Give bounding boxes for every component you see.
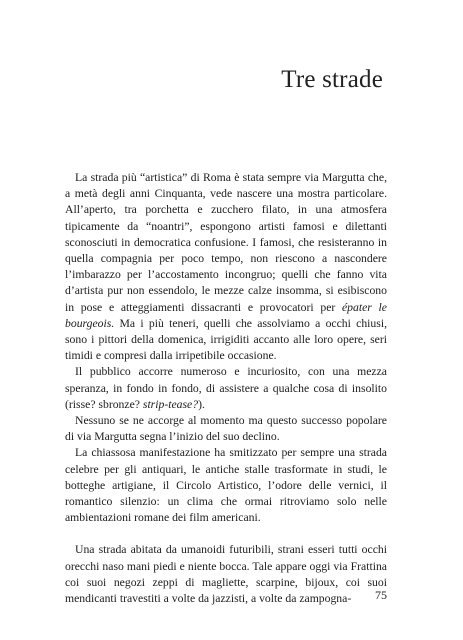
paragraph bbox=[65, 170, 387, 364]
paragraph-text: La chiassosa manifestazione ha smitizzato per sempre una strada celebre per gli antiquari, le antiche stalle trasformate in studi, le botteghe artigiane, il Circolo Artistico, l’odore delle vernici, il romantico silenzio: un clima che ormai ritroviamo solo nelle ambientazioni romane dei film americani. bbox=[65, 446, 387, 525]
paragraph-text: La strada più “artistica” di Roma è stata sempre via Margutta che, a metà degli anni Cinquanta, vede nascere una mostra particolare. All’aperto, tra porchetta e zucchero filato, in una atmosfera tipicamente da “noantri”, espongono artisti famosi e dilettanti sconosciuti in democratica confusione. I famosi, che resisteranno in quella compagnia per poco tempo, non riescono a nascondere l’imbarazzo per l’accostamento incongruo; quelli che fanno vita d’artista pur non essendolo, le mezze calze insomma, si esibiscono in pose e atteggiamenti dissacranti e provocatori per bbox=[65, 171, 387, 314]
italic-text: strip-tease? bbox=[142, 397, 199, 411]
paragraph-text: ). bbox=[198, 397, 205, 411]
paragraph-text: Una strada abitata da umanoidi futuribili, strani esseri tutti occhi orecchi naso mani piedi e niente bocca. Tale appare oggi via Frattina coi suoi negozi zeppi di magliette, scarpine, bijoux, coi suoi mendicanti travestiti a volte da jazzisti, a volte da zampogna- bbox=[65, 543, 387, 606]
paragraph bbox=[65, 542, 387, 607]
paragraph-text: Il pubblico accorre numeroso e incuriosito, con una mezza speranza, in fondo in fondo, di assistere a qualche cosa di insolito (risse? sbronze? bbox=[65, 365, 387, 411]
paragraph bbox=[65, 413, 387, 445]
paragraph-text: Ma i più teneri, quelli che assolviamo a occhi chiusi, sono i pittori della domenica, irrigiditi accanto alle loro opere, seri timidi e compresi dalla irripetibile occasione. bbox=[65, 316, 387, 363]
chapter-title: Tre strade bbox=[281, 66, 383, 93]
paragraph bbox=[65, 364, 387, 413]
body-text bbox=[65, 170, 387, 607]
italic-text: épater le bourgeois. bbox=[65, 300, 387, 330]
paragraph bbox=[65, 445, 387, 526]
page-number: 75 bbox=[375, 588, 387, 602]
paragraph-text: Nessuno se ne accorge al momento ma questo successo popolare di via Margutta segna l’inizio del suo declino. bbox=[65, 414, 387, 444]
